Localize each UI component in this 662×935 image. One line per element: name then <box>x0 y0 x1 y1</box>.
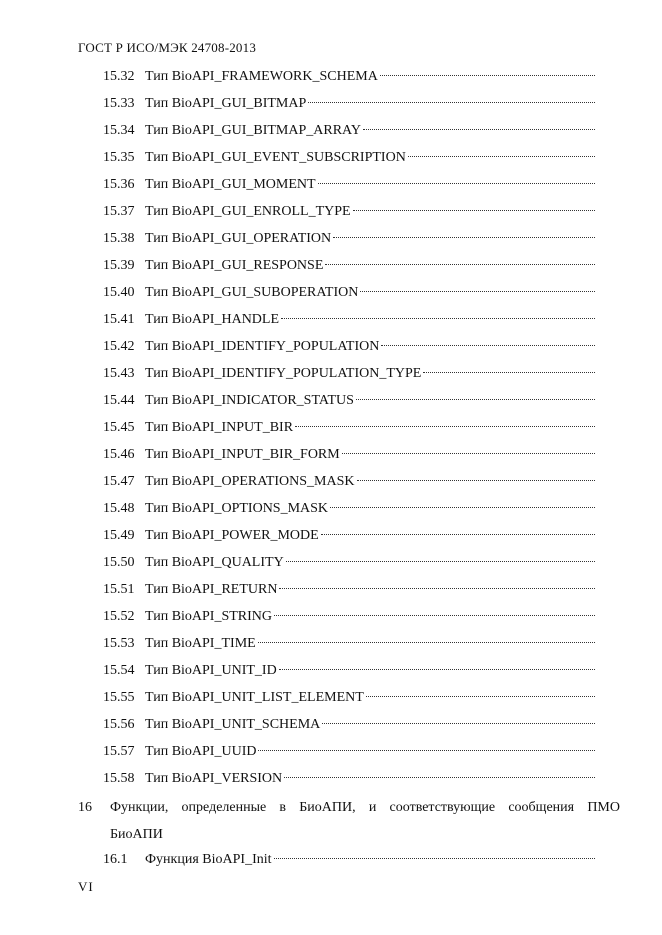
toc-entry-title: Тип BioAPI_GUI_ENROLL_TYPE <box>145 204 351 219</box>
toc-entry-number: 15.56 <box>103 717 135 732</box>
toc-entry-15-55 <box>103 688 595 708</box>
toc-entry-title: Тип BioAPI_GUI_BITMAP <box>145 96 307 111</box>
toc-entry-title: Тип BioAPI_UNIT_SCHEMA <box>145 717 321 732</box>
dot-leader <box>322 723 595 724</box>
toc-entry-title: Тип BioAPI_TIME <box>145 636 256 651</box>
dot-leader <box>286 561 595 562</box>
toc-entry-15-36 <box>103 175 595 195</box>
toc-entry-title: Тип BioAPI_VERSION <box>145 771 283 786</box>
toc-entry-15-56 <box>103 715 595 735</box>
toc-entry-15-35 <box>103 148 595 168</box>
toc-entry-15-44 <box>103 391 595 411</box>
toc-entry-15-38 <box>103 229 595 249</box>
toc-entry-number: 15.57 <box>103 744 135 759</box>
toc-entry-15-57 <box>103 742 595 762</box>
toc-entry-15-54 <box>103 661 595 681</box>
toc-entry-title: Тип BioAPI_INPUT_BIR <box>145 420 294 435</box>
toc-entry-title: Тип BioAPI_HANDLE <box>145 312 280 327</box>
page-number: VI <box>78 879 94 894</box>
dot-leader <box>381 345 595 346</box>
dot-leader <box>274 615 595 616</box>
toc-entry-number: 15.44 <box>103 393 135 408</box>
toc-entry-15-49 <box>103 526 595 546</box>
section-number: 16 <box>78 800 92 815</box>
toc-entry-16-1 <box>103 850 595 870</box>
dot-leader <box>279 669 595 670</box>
toc-entry-15-41 <box>103 310 595 330</box>
toc-entry-number: 16.1 <box>103 852 128 867</box>
toc-entry-15-33 <box>103 94 595 114</box>
dot-leader <box>321 534 595 535</box>
toc-entry-15-48 <box>103 499 595 519</box>
dot-leader <box>279 588 595 589</box>
toc-entry-title: Тип BioAPI_GUI_BITMAP_ARRAY <box>145 123 361 138</box>
toc-entry-number: 15.58 <box>103 771 135 786</box>
toc-entry-number: 15.42 <box>103 339 135 354</box>
toc-entry-title: Тип BioAPI_UUID <box>145 744 257 759</box>
toc-entry-15-39 <box>103 256 595 276</box>
toc-entry-title: Тип BioAPI_INPUT_BIR_FORM <box>145 447 340 462</box>
dot-leader <box>408 156 595 157</box>
dot-leader <box>295 426 595 427</box>
dot-leader <box>363 129 595 130</box>
toc-entry-15-50 <box>103 553 595 573</box>
dot-leader <box>380 75 595 76</box>
toc-entry-number: 15.54 <box>103 663 135 678</box>
toc-entry-number: 15.32 <box>103 69 135 84</box>
dot-leader <box>274 858 595 859</box>
toc-entry-title: Тип BioAPI_GUI_SUBOPERATION <box>145 285 359 300</box>
toc-entry-number: 15.48 <box>103 501 135 516</box>
toc-entry-15-32 <box>103 67 595 87</box>
dot-leader <box>366 696 595 697</box>
toc-entry-title: Тип BioAPI_IDENTIFY_POPULATION_TYPE <box>145 366 422 381</box>
toc-entry-title: Функция BioAPI_Init <box>145 852 272 867</box>
toc-entry-number: 15.34 <box>103 123 135 138</box>
document-header: ГОСТ Р ИСО/МЭК 24708-2013 <box>78 40 257 55</box>
toc-entry-title: Тип BioAPI_STRING <box>145 609 273 624</box>
toc-entry-15-51 <box>103 580 595 600</box>
toc-entry-number: 15.38 <box>103 231 135 246</box>
toc-entry-15-43 <box>103 364 595 384</box>
toc-entry-15-40 <box>103 283 595 303</box>
toc-entry-number: 15.33 <box>103 96 135 111</box>
toc-entry-number: 15.49 <box>103 528 135 543</box>
dot-leader <box>357 480 596 481</box>
dot-leader <box>258 642 595 643</box>
dot-leader <box>318 183 595 184</box>
section-title-line-2: БиоАПИ <box>110 827 163 842</box>
toc-entry-15-53 <box>103 634 595 654</box>
toc-entry-number: 15.39 <box>103 258 135 273</box>
dot-leader <box>325 264 595 265</box>
toc-entry-number: 15.53 <box>103 636 135 651</box>
toc-entry-title: Тип BioAPI_GUI_RESPONSE <box>145 258 324 273</box>
dot-leader <box>356 399 595 400</box>
toc-entry-number: 15.35 <box>103 150 135 165</box>
toc-entry-title: Тип BioAPI_FRAMEWORK_SCHEMA <box>145 69 378 84</box>
toc-entry-15-45 <box>103 418 595 438</box>
dot-leader <box>423 372 595 373</box>
toc-entry-15-58 <box>103 769 595 789</box>
toc-entry-number: 15.52 <box>103 609 135 624</box>
toc-entry-15-37 <box>103 202 595 222</box>
toc-entry-number: 15.45 <box>103 420 135 435</box>
toc-entry-title: Тип BioAPI_GUI_OPERATION <box>145 231 332 246</box>
toc-entry-number: 15.41 <box>103 312 135 327</box>
toc-entry-15-47 <box>103 472 595 492</box>
toc-entry-title: Тип BioAPI_POWER_MODE <box>145 528 319 543</box>
toc-entry-15-52 <box>103 607 595 627</box>
dot-leader <box>308 102 595 103</box>
dot-leader <box>360 291 595 292</box>
dot-leader <box>353 210 595 211</box>
toc-entry-15-46 <box>103 445 595 465</box>
toc-entry-number: 15.55 <box>103 690 135 705</box>
toc-entry-title: Тип BioAPI_GUI_MOMENT <box>145 177 316 192</box>
toc-entry-title: Тип BioAPI_UNIT_ID <box>145 663 277 678</box>
toc-entry-title: Тип BioAPI_GUI_EVENT_SUBSCRIPTION <box>145 150 406 165</box>
dot-leader <box>342 453 595 454</box>
toc-entry-15-34 <box>103 121 595 141</box>
dot-leader <box>284 777 595 778</box>
dot-leader <box>333 237 595 238</box>
toc-entry-number: 15.51 <box>103 582 135 597</box>
toc-entry-title: Тип BioAPI_UNIT_LIST_ELEMENT <box>145 690 364 705</box>
toc-entry-number: 15.36 <box>103 177 135 192</box>
dot-leader <box>330 507 595 508</box>
toc-entry-number: 15.50 <box>103 555 135 570</box>
toc-entry-title: Тип BioAPI_QUALITY <box>145 555 284 570</box>
toc-entry-number: 15.47 <box>103 474 135 489</box>
toc-entry-number: 15.37 <box>103 204 135 219</box>
toc-entry-number: 15.46 <box>103 447 135 462</box>
section-title-line-1: Функции, определенные в БиоАПИ, и соответствующие сообщения ПМО <box>110 800 620 815</box>
toc-entry-title: Тип BioAPI_INDICATOR_STATUS <box>145 393 354 408</box>
toc-entry-title: Тип BioAPI_IDENTIFY_POPULATION <box>145 339 380 354</box>
toc-entry-15-42 <box>103 337 595 357</box>
dot-leader <box>281 318 595 319</box>
toc-entry-title: Тип BioAPI_OPTIONS_MASK <box>145 501 329 516</box>
toc-entry-title: Тип BioAPI_OPERATIONS_MASK <box>145 474 355 489</box>
toc-entry-number: 15.40 <box>103 285 135 300</box>
toc-entry-number: 15.43 <box>103 366 135 381</box>
toc-entry-title: Тип BioAPI_RETURN <box>145 582 278 597</box>
dot-leader <box>258 750 595 751</box>
